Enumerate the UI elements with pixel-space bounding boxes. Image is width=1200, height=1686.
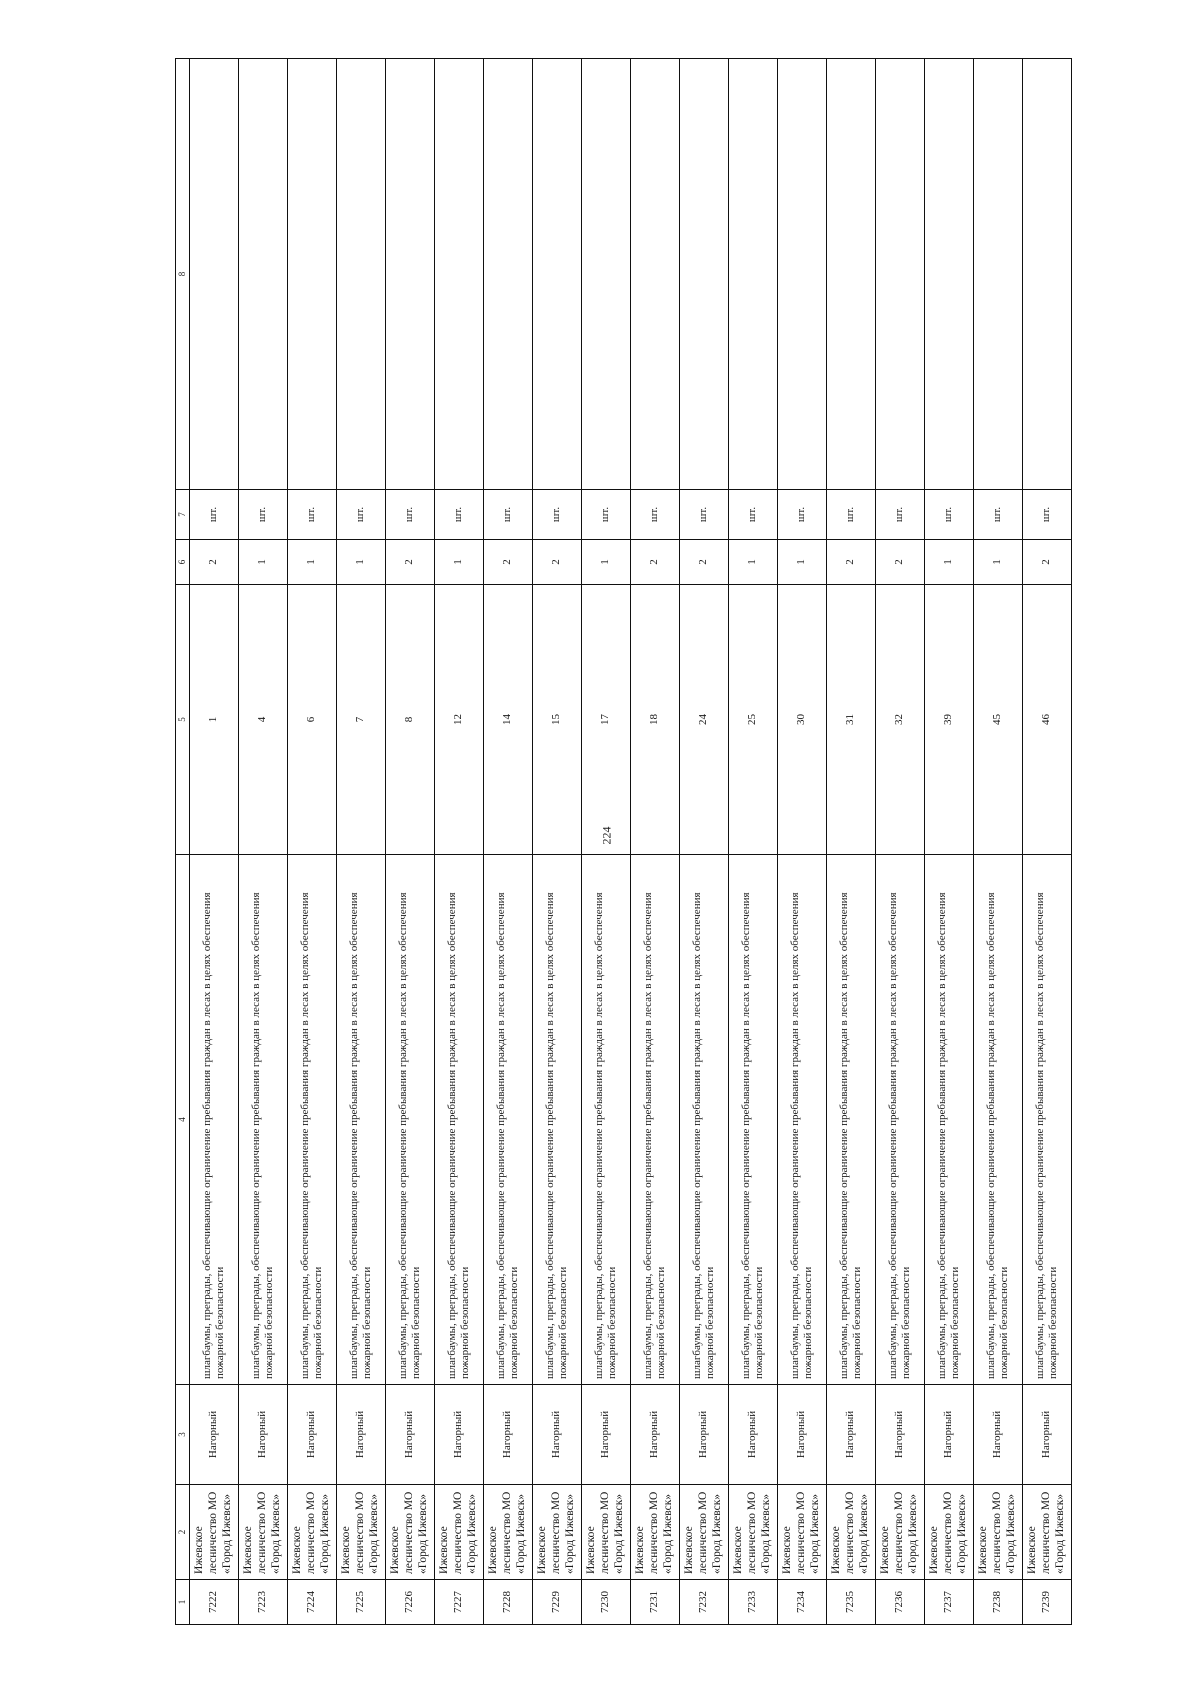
unit-cell: шт. <box>484 490 533 540</box>
quantity-cell: 2 <box>680 540 729 585</box>
description-cell: шлагбаумы, преграды, обеспечивающие ограничение пребывания граждан в лесах в целях обеспечения пожарной безопасности <box>582 855 631 1385</box>
block-cell: 8 <box>386 585 435 855</box>
description-cell: шлагбаумы, преграды, обеспечивающие ограничение пребывания граждан в лесах в целях обеспечения пожарной безопасности <box>680 855 729 1385</box>
quantity-cell: 2 <box>484 540 533 585</box>
unit-cell: шт. <box>680 490 729 540</box>
district-cell: Нагорный <box>974 1385 1023 1485</box>
quantity-cell: 2 <box>631 540 680 585</box>
district-cell: Нагорный <box>582 1385 631 1485</box>
unit-cell: шт. <box>337 490 386 540</box>
row-id: 7238 <box>974 1580 1023 1625</box>
block-cell: 7 <box>337 585 386 855</box>
unit-cell: шт. <box>925 490 974 540</box>
forestry-cell: Ижевское лесничество МО «Город Ижевск» <box>484 1485 533 1580</box>
note-cell <box>337 59 386 490</box>
table-row <box>925 59 974 1625</box>
row-id: 7223 <box>239 1580 288 1625</box>
description-cell: шлагбаумы, преграды, обеспечивающие ограничение пребывания граждан в лесах в целях обеспечения пожарной безопасности <box>925 855 974 1385</box>
forestry-cell: Ижевское лесничество МО «Город Ижевск» <box>974 1485 1023 1580</box>
column-number: 4 <box>176 855 190 1385</box>
quantity-cell: 1 <box>925 540 974 585</box>
unit-cell: шт. <box>827 490 876 540</box>
quantity-cell: 1 <box>337 540 386 585</box>
block-cell: 25 <box>729 585 778 855</box>
district-cell: Нагорный <box>631 1385 680 1485</box>
district-cell: Нагорный <box>925 1385 974 1485</box>
row-id: 7235 <box>827 1580 876 1625</box>
table-row <box>876 59 925 1625</box>
block-cell: 30 <box>778 585 827 855</box>
unit-cell: шт. <box>1023 490 1072 540</box>
table-row <box>190 59 239 1625</box>
description-cell: шлагбаумы, преграды, обеспечивающие ограничение пребывания граждан в лесах в целях обеспечения пожарной безопасности <box>484 855 533 1385</box>
page-number: 224 <box>599 826 614 845</box>
row-id: 7227 <box>435 1580 484 1625</box>
note-cell <box>729 59 778 490</box>
row-id: 7226 <box>386 1580 435 1625</box>
block-cell: 31 <box>827 585 876 855</box>
column-number-row <box>176 59 190 1625</box>
quantity-cell: 1 <box>778 540 827 585</box>
district-cell: Нагорный <box>190 1385 239 1485</box>
block-cell: 15 <box>533 585 582 855</box>
description-cell: шлагбаумы, преграды, обеспечивающие ограничение пребывания граждан в лесах в целях обеспечения пожарной безопасности <box>533 855 582 1385</box>
forestry-cell: Ижевское лесничество МО «Город Ижевск» <box>533 1485 582 1580</box>
table-row <box>484 59 533 1625</box>
forestry-cell: Ижевское лесничество МО «Город Ижевск» <box>680 1485 729 1580</box>
block-cell: 14 <box>484 585 533 855</box>
district-cell: Нагорный <box>484 1385 533 1485</box>
forestry-cell: Ижевское лесничество МО «Город Ижевск» <box>876 1485 925 1580</box>
forestry-cell: Ижевское лесничество МО «Город Ижевск» <box>582 1485 631 1580</box>
district-cell: Нагорный <box>729 1385 778 1485</box>
description-cell: шлагбаумы, преграды, обеспечивающие ограничение пребывания граждан в лесах в целях обеспечения пожарной безопасности <box>974 855 1023 1385</box>
table-row <box>729 59 778 1625</box>
forestry-cell: Ижевское лесничество МО «Город Ижевск» <box>778 1485 827 1580</box>
block-cell: 45 <box>974 585 1023 855</box>
row-id: 7233 <box>729 1580 778 1625</box>
forestry-cell: Ижевское лесничество МО «Город Ижевск» <box>386 1485 435 1580</box>
quantity-cell: 1 <box>239 540 288 585</box>
note-cell <box>925 59 974 490</box>
note-cell <box>533 59 582 490</box>
unit-cell: шт. <box>190 490 239 540</box>
district-cell: Нагорный <box>1023 1385 1072 1485</box>
note-cell <box>386 59 435 490</box>
note-cell <box>974 59 1023 490</box>
quantity-cell: 1 <box>974 540 1023 585</box>
note-cell <box>778 59 827 490</box>
row-id: 7230 <box>582 1580 631 1625</box>
forestry-cell: Ижевское лесничество МО «Город Ижевск» <box>239 1485 288 1580</box>
row-id: 7228 <box>484 1580 533 1625</box>
column-number: 5 <box>176 585 190 855</box>
description-cell: шлагбаумы, преграды, обеспечивающие ограничение пребывания граждан в лесах в целях обеспечения пожарной безопасности <box>827 855 876 1385</box>
district-cell: Нагорный <box>778 1385 827 1485</box>
description-cell: шлагбаумы, преграды, обеспечивающие ограничение пребывания граждан в лесах в целях обеспечения пожарной безопасности <box>778 855 827 1385</box>
block-cell: 1 <box>190 585 239 855</box>
note-cell <box>435 59 484 490</box>
quantity-cell: 1 <box>435 540 484 585</box>
unit-cell: шт. <box>876 490 925 540</box>
data-table <box>175 58 1072 1625</box>
table-body <box>190 59 1072 1625</box>
block-cell: 6 <box>288 585 337 855</box>
block-cell: 32 <box>876 585 925 855</box>
block-cell: 17 <box>582 585 631 855</box>
unit-cell: шт. <box>239 490 288 540</box>
description-cell: шлагбаумы, преграды, обеспечивающие ограничение пребывания граждан в лесах в целях обеспечения пожарной безопасности <box>239 855 288 1385</box>
table-row <box>435 59 484 1625</box>
table-row <box>1023 59 1072 1625</box>
table-row <box>778 59 827 1625</box>
quantity-cell: 2 <box>386 540 435 585</box>
forestry-cell: Ижевское лесничество МО «Город Ижевск» <box>729 1485 778 1580</box>
forestry-cell: Ижевское лесничество МО «Город Ижевск» <box>1023 1485 1072 1580</box>
description-cell: шлагбаумы, преграды, обеспечивающие ограничение пребывания граждан в лесах в целях обеспечения пожарной безопасности <box>631 855 680 1385</box>
unit-cell: шт. <box>729 490 778 540</box>
forestry-cell: Ижевское лесничество МО «Город Ижевск» <box>337 1485 386 1580</box>
description-cell: шлагбаумы, преграды, обеспечивающие ограничение пребывания граждан в лесах в целях обеспечения пожарной безопасности <box>1023 855 1072 1385</box>
district-cell: Нагорный <box>288 1385 337 1485</box>
column-number: 1 <box>176 1580 190 1625</box>
note-cell <box>484 59 533 490</box>
district-cell: Нагорный <box>337 1385 386 1485</box>
district-cell: Нагорный <box>435 1385 484 1485</box>
unit-cell: шт. <box>288 490 337 540</box>
quantity-cell: 1 <box>582 540 631 585</box>
district-cell: Нагорный <box>876 1385 925 1485</box>
district-cell: Нагорный <box>680 1385 729 1485</box>
block-cell: 18 <box>631 585 680 855</box>
row-id: 7239 <box>1023 1580 1072 1625</box>
quantity-cell: 2 <box>1023 540 1072 585</box>
quantity-cell: 2 <box>827 540 876 585</box>
table-row <box>239 59 288 1625</box>
row-id: 7237 <box>925 1580 974 1625</box>
description-cell: шлагбаумы, преграды, обеспечивающие ограничение пребывания граждан в лесах в целях обеспечения пожарной безопасности <box>337 855 386 1385</box>
row-id: 7236 <box>876 1580 925 1625</box>
block-cell: 4 <box>239 585 288 855</box>
description-cell: шлагбаумы, преграды, обеспечивающие ограничение пребывания граждан в лесах в целях обеспечения пожарной безопасности <box>729 855 778 1385</box>
row-id: 7222 <box>190 1580 239 1625</box>
district-cell: Нагорный <box>386 1385 435 1485</box>
row-id: 7224 <box>288 1580 337 1625</box>
note-cell <box>288 59 337 490</box>
table-row <box>582 59 631 1625</box>
table-row <box>386 59 435 1625</box>
block-cell: 39 <box>925 585 974 855</box>
row-id: 7229 <box>533 1580 582 1625</box>
note-cell <box>190 59 239 490</box>
column-number: 2 <box>176 1485 190 1580</box>
unit-cell: шт. <box>386 490 435 540</box>
note-cell <box>876 59 925 490</box>
forestry-cell: Ижевское лесничество МО «Город Ижевск» <box>190 1485 239 1580</box>
column-number: 3 <box>176 1385 190 1485</box>
district-cell: Нагорный <box>827 1385 876 1485</box>
unit-cell: шт. <box>533 490 582 540</box>
unit-cell: шт. <box>582 490 631 540</box>
row-id: 7231 <box>631 1580 680 1625</box>
unit-cell: шт. <box>974 490 1023 540</box>
rotated-table-container <box>175 59 1073 1625</box>
note-cell <box>582 59 631 490</box>
note-cell <box>239 59 288 490</box>
row-id: 7225 <box>337 1580 386 1625</box>
quantity-cell: 2 <box>876 540 925 585</box>
description-cell: шлагбаумы, преграды, обеспечивающие ограничение пребывания граждан в лесах в целях обеспечения пожарной безопасности <box>190 855 239 1385</box>
row-id: 7234 <box>778 1580 827 1625</box>
block-cell: 24 <box>680 585 729 855</box>
column-number: 7 <box>176 490 190 540</box>
description-cell: шлагбаумы, преграды, обеспечивающие ограничение пребывания граждан в лесах в целях обеспечения пожарной безопасности <box>435 855 484 1385</box>
table-row <box>827 59 876 1625</box>
forestry-cell: Ижевское лесничество МО «Город Ижевск» <box>435 1485 484 1580</box>
note-cell <box>827 59 876 490</box>
note-cell <box>680 59 729 490</box>
note-cell <box>1023 59 1072 490</box>
quantity-cell: 2 <box>533 540 582 585</box>
description-cell: шлагбаумы, преграды, обеспечивающие ограничение пребывания граждан в лесах в целях обеспечения пожарной безопасности <box>876 855 925 1385</box>
table-row <box>337 59 386 1625</box>
quantity-cell: 1 <box>729 540 778 585</box>
table-row <box>288 59 337 1625</box>
forestry-cell: Ижевское лесничество МО «Город Ижевск» <box>288 1485 337 1580</box>
unit-cell: шт. <box>631 490 680 540</box>
district-cell: Нагорный <box>239 1385 288 1485</box>
block-cell: 46 <box>1023 585 1072 855</box>
forestry-cell: Ижевское лесничество МО «Город Ижевск» <box>827 1485 876 1580</box>
district-cell: Нагорный <box>533 1385 582 1485</box>
note-cell <box>631 59 680 490</box>
row-id: 7232 <box>680 1580 729 1625</box>
description-cell: шлагбаумы, преграды, обеспечивающие ограничение пребывания граждан в лесах в целях обеспечения пожарной безопасности <box>386 855 435 1385</box>
description-cell: шлагбаумы, преграды, обеспечивающие ограничение пребывания граждан в лесах в целях обеспечения пожарной безопасности <box>288 855 337 1385</box>
table-row <box>680 59 729 1625</box>
table-row <box>974 59 1023 1625</box>
block-cell: 12 <box>435 585 484 855</box>
forestry-cell: Ижевское лесничество МО «Город Ижевск» <box>925 1485 974 1580</box>
column-number: 8 <box>176 59 190 490</box>
unit-cell: шт. <box>778 490 827 540</box>
unit-cell: шт. <box>435 490 484 540</box>
column-number: 6 <box>176 540 190 585</box>
forestry-cell: Ижевское лесничество МО «Город Ижевск» <box>631 1485 680 1580</box>
table-row <box>631 59 680 1625</box>
quantity-cell: 2 <box>190 540 239 585</box>
table-row <box>533 59 582 1625</box>
quantity-cell: 1 <box>288 540 337 585</box>
